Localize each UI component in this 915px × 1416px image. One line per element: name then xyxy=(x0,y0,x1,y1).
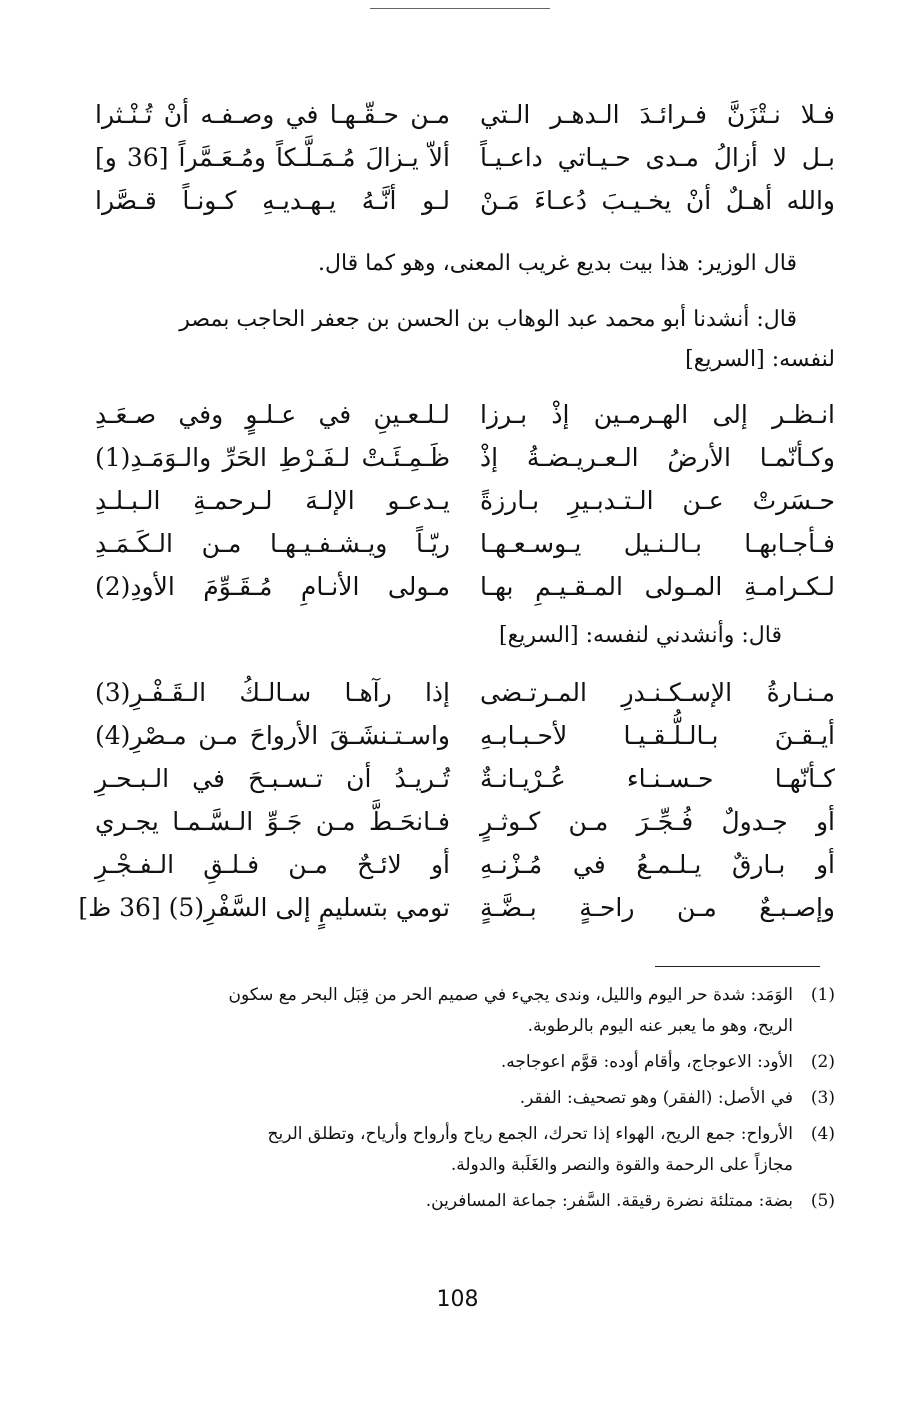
verse-second-hemistich: ريّـاً ويـشـفـيـهـا مـن الـكَـمَـدِ xyxy=(95,529,450,558)
page-number: 108 xyxy=(436,1287,479,1312)
footnote-text: الأرواح: جمع الريح، الهواء إذا تحرك، الجمع رياح وأرواح وأرياح، وتطلق الريح xyxy=(267,1124,793,1144)
header-rule xyxy=(370,8,550,9)
footnote xyxy=(95,980,835,1042)
verse xyxy=(95,565,835,608)
verse-first-hemistich: فـأجـابهـا بـالـنـيل يـوسـعـهـا xyxy=(480,529,835,558)
footnote-number: (4) xyxy=(810,1124,835,1144)
verse xyxy=(95,136,835,179)
verse-second-hemistich: مـولى الأنـامِ مُـقَـوِّمَ الأودِ(2) xyxy=(95,572,450,601)
prose-paragraph xyxy=(95,300,835,380)
footnote-number: (2) xyxy=(810,1052,835,1072)
verse xyxy=(95,393,835,436)
footnote-number: (3) xyxy=(810,1088,835,1108)
verse xyxy=(95,757,835,800)
verse xyxy=(95,479,835,522)
verse-second-hemistich: إذا رآهـا سـالـكُ الـقَـفْـرِ(3) xyxy=(95,678,450,707)
footnote-text: بضة: ممتلئة نضرة رقيقة. السَّفر: جماعة المسافرين. xyxy=(425,1191,793,1211)
verse-second-hemistich: فـانحَـطَّ مـن جَـوِّ الـسَّـمـا يجـري xyxy=(95,807,450,836)
verse xyxy=(95,800,835,843)
verse-second-hemistich: لـو أنَّـهُ يـهـديـهِ كـونـاً قـصَّرا xyxy=(95,186,450,215)
footnote-text: مجازاً على الرحمة والقوة والنصر والغَلَبة والدولة. xyxy=(450,1155,793,1175)
verse xyxy=(95,436,835,479)
prose-line: لنفسه: [السريع] xyxy=(685,347,835,372)
verse-second-hemistich: واسـتـنشَـقَ الأرواحَ مـن مـصْرِ(4) xyxy=(95,721,450,750)
footnote xyxy=(95,1186,835,1217)
verse-first-hemistich: حـسَرتْ عـن الـتـدبـيرِ بـارزةً xyxy=(480,486,835,515)
footnote-number: (5) xyxy=(810,1191,835,1211)
verse-first-hemistich: والله أهـلٌ أنْ يخـيـبَ دُعـاءَ مَـنْ xyxy=(480,186,835,215)
poem-3 xyxy=(78,671,835,929)
footnote-text: الأود: الاعوجاج، وأقام أوده: قوَّم اعوجاجه. xyxy=(500,1052,793,1072)
verse xyxy=(95,179,835,222)
poem-1 xyxy=(95,93,835,222)
verse-first-hemistich: انـظـر إلى الهـرمـين إذْ بـرزا xyxy=(480,400,835,429)
prose-line: قال: وأنشدني لنفسه: [السريع] xyxy=(499,623,782,648)
footnote-text: في الأصل: (الفقر) وهو تصحيف: الفقر. xyxy=(519,1088,793,1108)
footnote xyxy=(95,1083,835,1114)
verse-second-hemistich: مـن حـقّـهـا في وصـفـه أنْ تُـنْـثرا xyxy=(95,100,450,129)
verse xyxy=(95,843,835,886)
prose-line: قال: أنشدنا أبو محمد عبد الوهاب بن الحسن بن جعفر الحاجب بمصر xyxy=(179,307,797,332)
verse-first-hemistich: كـأنّهـا حـسـنـاء عُـرْيـانـةٌ xyxy=(480,764,835,793)
footnote xyxy=(95,1119,835,1181)
footnotes xyxy=(95,980,835,1222)
verse-first-hemistich: فـلا نـتْزَنَّ فـرائـدَ الـدهـر الـتي xyxy=(480,100,835,129)
footnote-text: الريح، وهو ما يعبر عنه اليوم بالرطوبة. xyxy=(527,1016,793,1036)
verse xyxy=(95,93,835,136)
verse xyxy=(95,522,835,565)
verse-first-hemistich: أو جـدولٌ فُـجِّـرَ مـن كـوثـرٍ xyxy=(480,807,835,836)
footnote-text: الوَمَد: شدة حر اليوم والليل، وندى يجيء في صميم الحر من قِبَل البحر مع سكون xyxy=(228,985,793,1005)
verse-second-hemistich: أو لائـحٌ مـن فـلـقِ الـفـجْـرِ xyxy=(95,850,450,879)
verse-first-hemistich: بـل لا أزالُ مـدى حـيـاتي داعـيـاً xyxy=(480,143,835,172)
footnote xyxy=(95,1047,835,1078)
verse-first-hemistich: مـنـارةُ الإسـكـنـدرِ المـرتـضى xyxy=(480,678,835,707)
prose-line: قال الوزير: هذا بيت بديع غريب المعنى، وهو كما قال. xyxy=(317,251,797,276)
verse-first-hemistich: أو بـارقٌ يـلـمـعُ في مُـزْنـهِ xyxy=(480,850,835,879)
footnote-separator xyxy=(655,966,820,967)
verse-first-hemistich: وكـأنّمـا الأرضُ الـعـريـضـةُ إذْ xyxy=(480,443,835,472)
verse-second-hemistich: تومي بتسليمٍ إلى السَّفْرِ(5) [36 ظ] xyxy=(78,893,450,922)
verse-second-hemistich: تُـريـدُ أن تـسـبـحَ في الـبـحـرِ xyxy=(95,764,450,793)
verse xyxy=(78,886,835,929)
verse-first-hemistich: أيـقـنَ بـالـلُّـقـيـا لأحـبـابـهِ xyxy=(480,721,835,750)
footnote-number: (1) xyxy=(810,985,835,1005)
verse-second-hemistich: يـدعـو الإلـهَ لـرحمـةِ الـبـلـدِ xyxy=(95,486,450,515)
verse xyxy=(95,714,835,757)
verse-first-hemistich: لـكـرامـةِ المـولى المـقـيـمِ بهـا xyxy=(480,572,835,601)
verse-first-hemistich: وإصـبـعٌ مـن راحـةٍ بـضَّـةٍ xyxy=(480,893,835,922)
verse-second-hemistich: لـلـعـينِ في عـلـوٍ وفي صـعَـدِ xyxy=(95,400,450,429)
poem-2 xyxy=(95,393,835,608)
verse-second-hemistich: ظَـمِـئَـتْ لـفَـرْطِ الحَرِّ والـوَمَـدِ(1) xyxy=(95,443,450,472)
verse-second-hemistich: ألاّ يـزالَ مُـمَـلَّـكاً ومُـعَـمَّراً [36 و] xyxy=(95,143,451,172)
prose-paragraph xyxy=(95,244,835,284)
verse xyxy=(95,671,835,714)
